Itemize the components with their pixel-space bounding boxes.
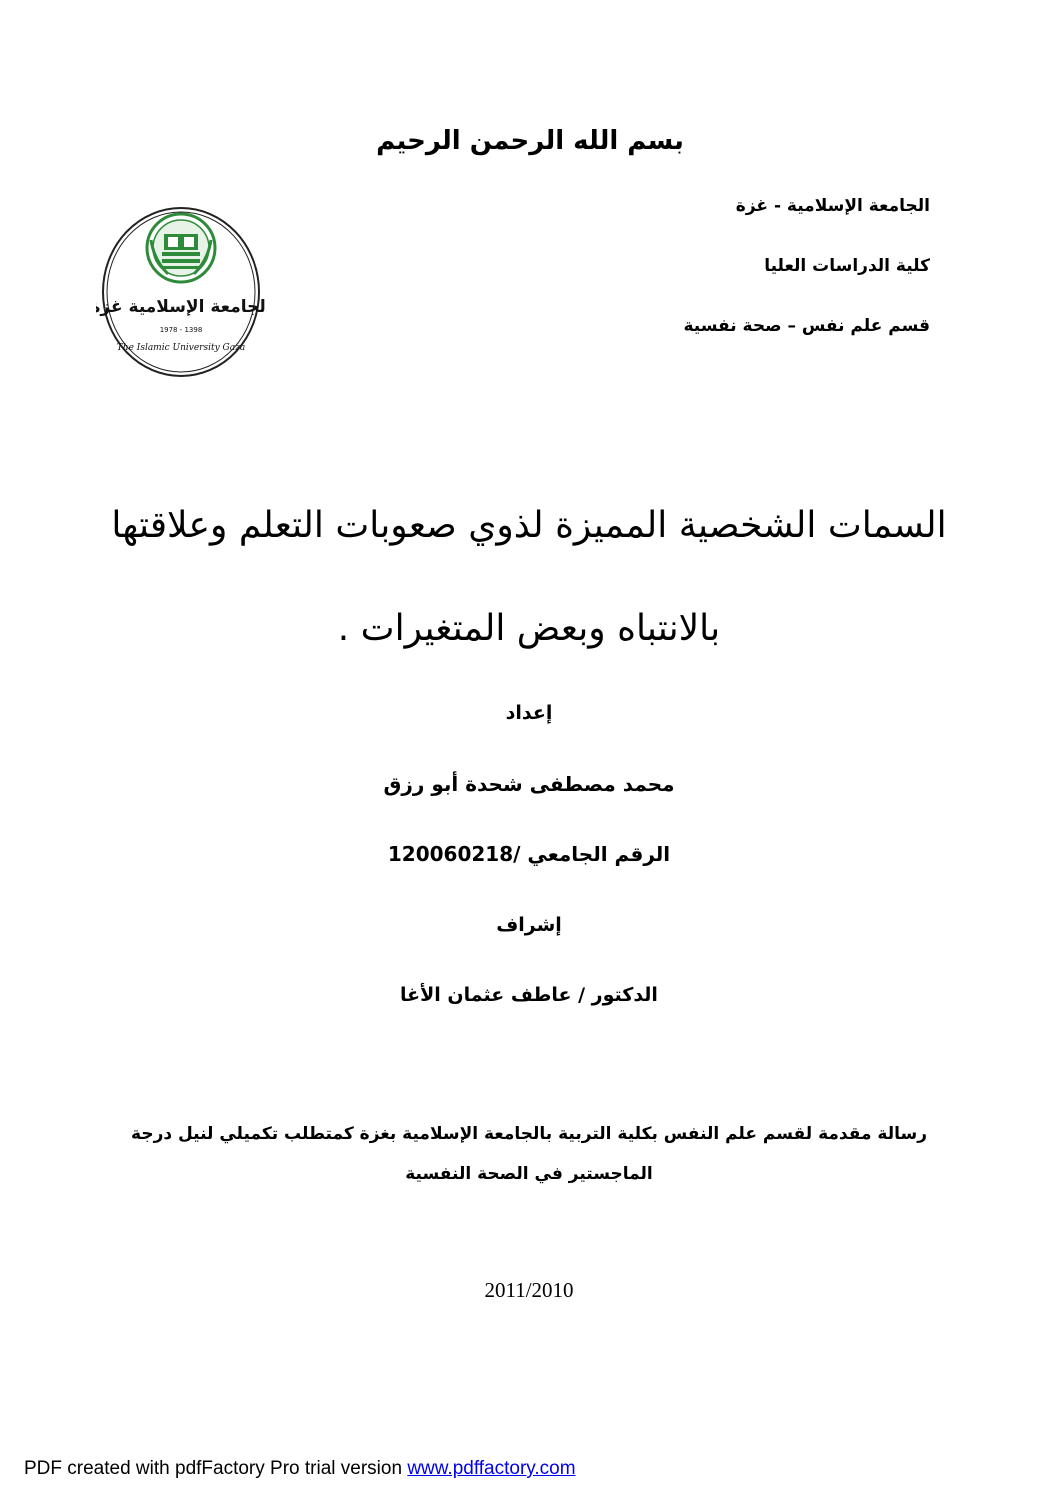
university-seal [96,200,266,380]
seal-arabic-name: الجامعة الإسلامية غزة [96,297,266,317]
supervisor-name: الدكتور / عاطف عثمان الأغا [400,984,658,1006]
department-name: قسم علم نفس – صحة نفسية [683,316,930,336]
thesis-description-line-1: رسالة مقدمة لقسم علم النفس بكلية التربية بالجامعة الإسلامية بغزة كمتطلب تكميلي لنيل درجة [131,1124,927,1144]
pdf-footer [24,1458,576,1480]
supervision-label: إشراف [496,914,562,936]
footer-text: PDF created with pdfFactory Pro trial version [24,1458,408,1479]
university-id: الرقم الجامعي /120060218 [387,842,671,866]
faculty-name: كلية الدراسات العليا [764,256,930,276]
institution-name: الجامعة الإسلامية - غزة [735,196,930,216]
thesis-title-line-2: بالانتباه وبعض المتغيرات . [337,608,721,649]
footer-link[interactable]: www.pdffactory.com [407,1458,576,1479]
academic-year: 2011/2010 [484,1278,574,1302]
preparation-label: إعداد [505,702,553,724]
thesis-description-line-2: الماجستير في الصحة النفسية [405,1164,653,1184]
thesis-title-line-1: السمات الشخصية المميزة لذوي صعوبات التعلم وعلاقتها [111,505,947,546]
basmala: بسم الله الرحمن الرحيم [376,126,684,156]
author-name: محمد مصطفى شحدة أبو رزق [383,772,675,796]
seal-years: 1978 - 1398 [159,326,203,334]
seal-english-name: The Islamic University Gaza [116,343,246,353]
